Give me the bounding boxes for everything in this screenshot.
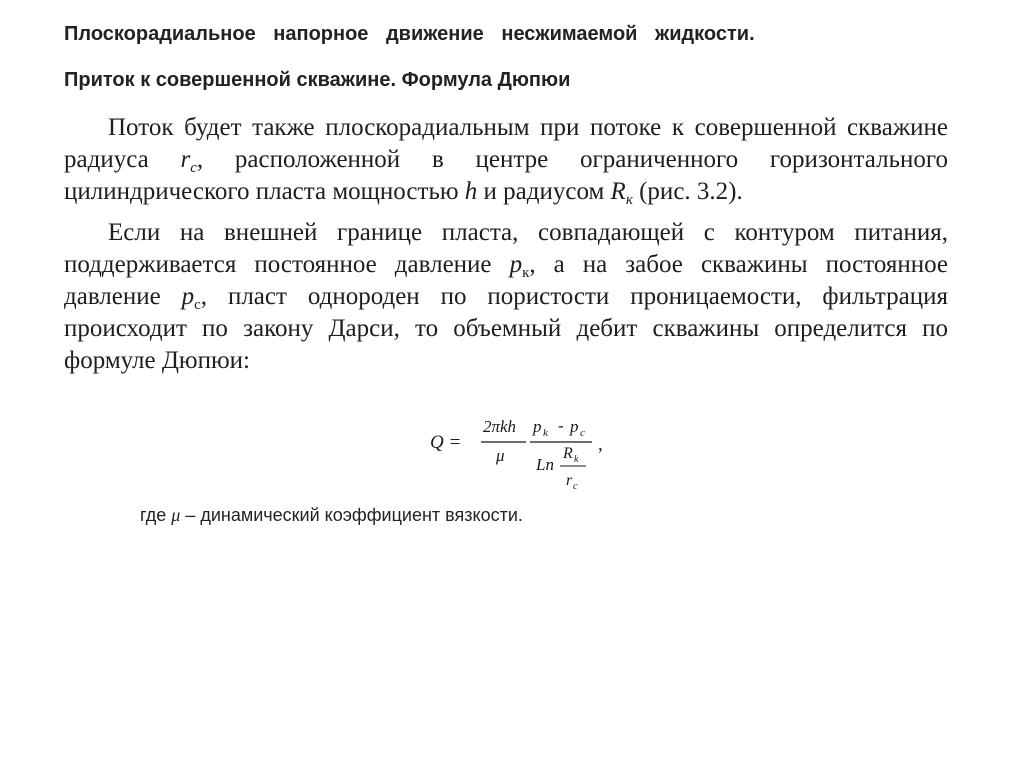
p2-text-2: , а на забое скважины постоянное давление [64, 251, 948, 310]
p1-text-1: Поток будет также плоскорадиальным при потоке к совершенной скважине радиуса [64, 114, 948, 173]
paragraph-2 [64, 217, 948, 377]
var-R-sub: к [625, 192, 633, 208]
formula-trail-comma: , [598, 434, 603, 455]
formula-num-pc-sub: c [580, 427, 585, 439]
dupuit-formula [430, 410, 650, 500]
caption-mu: μ [171, 505, 181, 525]
formula-caption [140, 503, 523, 527]
formula-den-R-sub: k [574, 454, 579, 465]
var-R: R [610, 178, 626, 205]
formula-num-minus: - [558, 416, 564, 435]
p2-text-3: , пласт однороден по пористости проницаемости, фильтрация происходит по закону Дарси, то объемный дебит скважины определится по формуле Дюпюи: [64, 283, 948, 374]
caption-suffix: – динамический коэффициент вязкости. [180, 505, 523, 525]
formula-num-pk: p [533, 417, 542, 436]
formula-den-ln: Ln [536, 455, 554, 474]
p2-text-1: Если на внешней границе пласта, совпадающей с контуром питания, поддерживается постоянное давление [64, 219, 948, 278]
paragraph-1 [64, 112, 948, 208]
formula-den-r-sub: c [573, 481, 578, 492]
p1-text-4: (рис. 3.2). [632, 178, 743, 205]
var-h: h [464, 178, 478, 205]
formula-num-pc: p [570, 417, 579, 436]
var-r: r [180, 146, 191, 173]
formula-den-r: r [566, 472, 573, 489]
var-p-c: p [181, 283, 195, 310]
p1-text-2: , расположенной в центре ограниченного горизонтального цилиндрического пласта мощностью [64, 146, 948, 205]
var-r-sub: c [190, 160, 197, 176]
var-p-c-sub: c [194, 297, 201, 313]
formula-coef-den: μ [496, 446, 505, 465]
var-p-k-sub: к [522, 265, 530, 281]
p1-text-3: и радиусом [477, 178, 611, 205]
slide-title-line1: Плоскорадиальное напорное движение несжимаемой жидкости. [64, 23, 755, 45]
formula-num-pk-sub: k [543, 427, 548, 439]
formula-coef-num: 2πkh [483, 417, 517, 436]
formula-lhs: Q = [430, 432, 462, 453]
caption-prefix: где [140, 505, 172, 525]
formula-den-R: R [563, 445, 573, 462]
var-p-k: p [509, 251, 523, 278]
slide-title-line2: Приток к совершенной скважине. Формула Дюпюи [64, 69, 571, 91]
